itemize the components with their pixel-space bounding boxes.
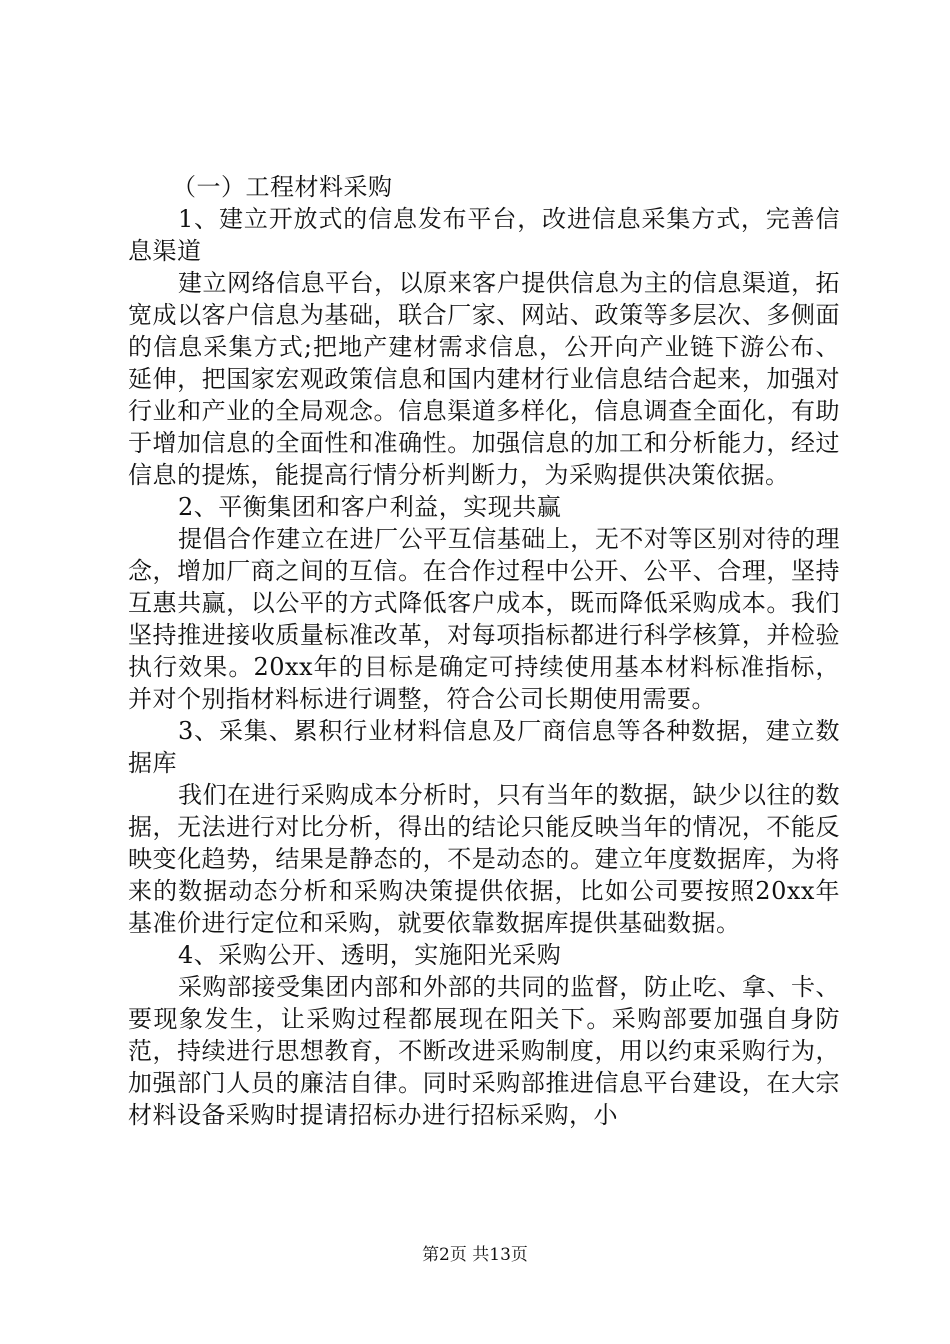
paragraph-4: 采购部接受集团内部和外部的共同的监督，防止吃、拿、卡、要现象发生，让采购过程都展现在阳关下。采购部要加强自身防范，持续进行思想教育，不断改进采购制度，用以约束采购行为，加强部门人员的廉洁自律。同时采购部推进信息平台建设，在大宗材料设备采购时提请招标办进行招标采购，小 <box>128 973 840 1129</box>
heading-1: 1、建立开放式的信息发布平台，改进信息采集方式，完善信息渠道 <box>128 205 840 265</box>
section-title: （一）工程材料采购 <box>172 173 393 201</box>
heading-2: 2、平衡集团和客户利益，实现共赢 <box>178 493 562 521</box>
document-body <box>128 171 840 1131</box>
paragraph-1: 建立网络信息平台，以原来客户提供信息为主的信息渠道，拓宽成以客户信息为基础，联合厂家、网站、政策等多层次、多侧面的信息采集方式;把地产建材需求信息，公开向产业链下游公布、延伸，把国家宏观政策信息和国内建材行业信息结合起来，加强对行业和产业的全局观念。信息渠道多样化，信息调查全面化，有助于增加信息的全面性和准确性。加强信息的加工和分析能力，经过信息的提炼，能提高行情分析判断力，为采购提供决策依据。 <box>128 269 840 489</box>
page-footer: 第2页 共13页 <box>422 1245 528 1265</box>
heading-3: 3、采集、累积行业材料信息及厂商信息等各种数据，建立数据库 <box>128 717 840 777</box>
paragraph-2: 提倡合作建立在进厂公平互信基础上，无不对等区别对待的理念，增加厂商之间的互信。在合作过程中公开、公平、合理，坚持互惠共赢，以公平的方式降低客户成本，既而降低采购成本。我们坚持推进接收质量标准改革，对每项指标都进行科学核算，并检验执行效果。20xx年的目标是确定可持续使用基本材料标准指标，并对个别指材料标进行调整，符合公司长期使用需要。 <box>128 525 840 713</box>
heading-4: 4、采购公开、透明，实施阳光采购 <box>178 941 562 969</box>
paragraph-3: 我们在进行采购成本分析时，只有当年的数据，缺少以往的数据，无法进行对比分析，得出的结论只能反映当年的情况，不能反映变化趋势，结果是静态的，不是动态的。建立年度数据库，为将来的数据动态分析和采购决策提供依据，比如公司要按照20xx年基准价进行定位和采购，就要依靠数据库提供基础数据。 <box>128 781 840 937</box>
